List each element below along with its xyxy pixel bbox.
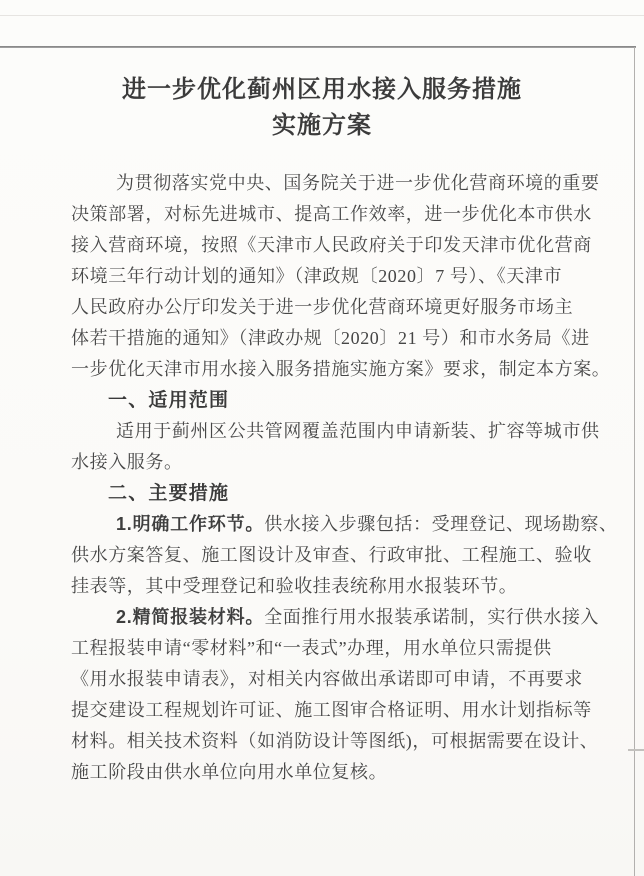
- scan-artifact-tick-mark: [628, 749, 644, 751]
- measure2-lead: 2.精简报装材料。: [116, 607, 265, 627]
- measure2-first-text: 全面推行用水报装承诺制，实行供水接入: [264, 607, 600, 627]
- scan-artifact-right-edge-line: [634, 47, 635, 876]
- intro-line-2: 决策部署，对标先进城市、提高工作效率，进一步优化本市供水: [71, 204, 592, 224]
- section2-heading: 二、主要措施: [108, 483, 230, 504]
- measure1-line-2: 供水方案答复、施工图设计及审查、行政审批、工程施工、验收: [71, 545, 592, 565]
- measure1-first-text: 供水接入步骤包括：受理登记、现场勘察、: [264, 514, 618, 534]
- intro-line-4: 环境三年行动计划的通知》（津政规〔2020〕7 号）、《天津市: [71, 266, 563, 286]
- intro-line-1: 为贯彻落实党中央、国务院关于进一步优化营商环境的重要: [116, 173, 600, 193]
- document-title-line-2: 实施方案: [272, 112, 372, 139]
- section1-line-2: 水接入服务。: [71, 452, 183, 472]
- document-title: [0, 72, 644, 144]
- measure2-line-5: 材料。相关技术资料（如消防设计等图纸)，可根据需要在设计、: [71, 731, 599, 751]
- intro-line-7: 一步优化天津市用水接入服务措施实施方案》要求，制定本方案。: [71, 359, 611, 379]
- intro-line-6: 体若干措施的通知》（津政办规〔2020〕21 号）和市水务局《进: [71, 328, 590, 348]
- document-body: [71, 168, 618, 788]
- intro-line-5: 人民政府办公厅印发关于进一步优化营商环境更好服务市场主: [71, 297, 574, 317]
- measure1-line-1: [71, 509, 618, 540]
- measure2-line-1: [71, 602, 611, 633]
- intro-line-3: 接入营商环境，按照《天津市人民政府关于印发天津市优化营商: [71, 235, 592, 255]
- scan-artifact-top-dark-line: [0, 46, 636, 48]
- measure1-line-3: 挂表等，其中受理登记和验收挂表统称用水报装环节。: [71, 576, 518, 596]
- document-title-line-1: 进一步优化蓟州区用水接入服务措施: [122, 76, 522, 103]
- measure2-line-3: 《用水报装申请表》，对相关内容做出承诺即可申请，不再要求: [71, 669, 583, 689]
- measure2-line-2: 工程报装申请“零材料”和“一表式”办理，用水单位只需提供: [71, 638, 552, 658]
- scan-artifact-top-faint-line: [0, 15, 644, 16]
- measure1-lead: 1.明确工作环节。: [116, 514, 265, 534]
- measure2-line-6: 施工阶段由供水单位向用水单位复核。: [71, 762, 388, 782]
- measure2-line-4: 提交建设工程规划许可证、施工图审合格证明、用水计划指标等: [71, 700, 592, 720]
- section1-line-1: 适用于蓟州区公共管网覆盖范围内申请新装、扩容等城市供: [116, 421, 600, 441]
- section1-heading: 一、适用范围: [108, 390, 230, 411]
